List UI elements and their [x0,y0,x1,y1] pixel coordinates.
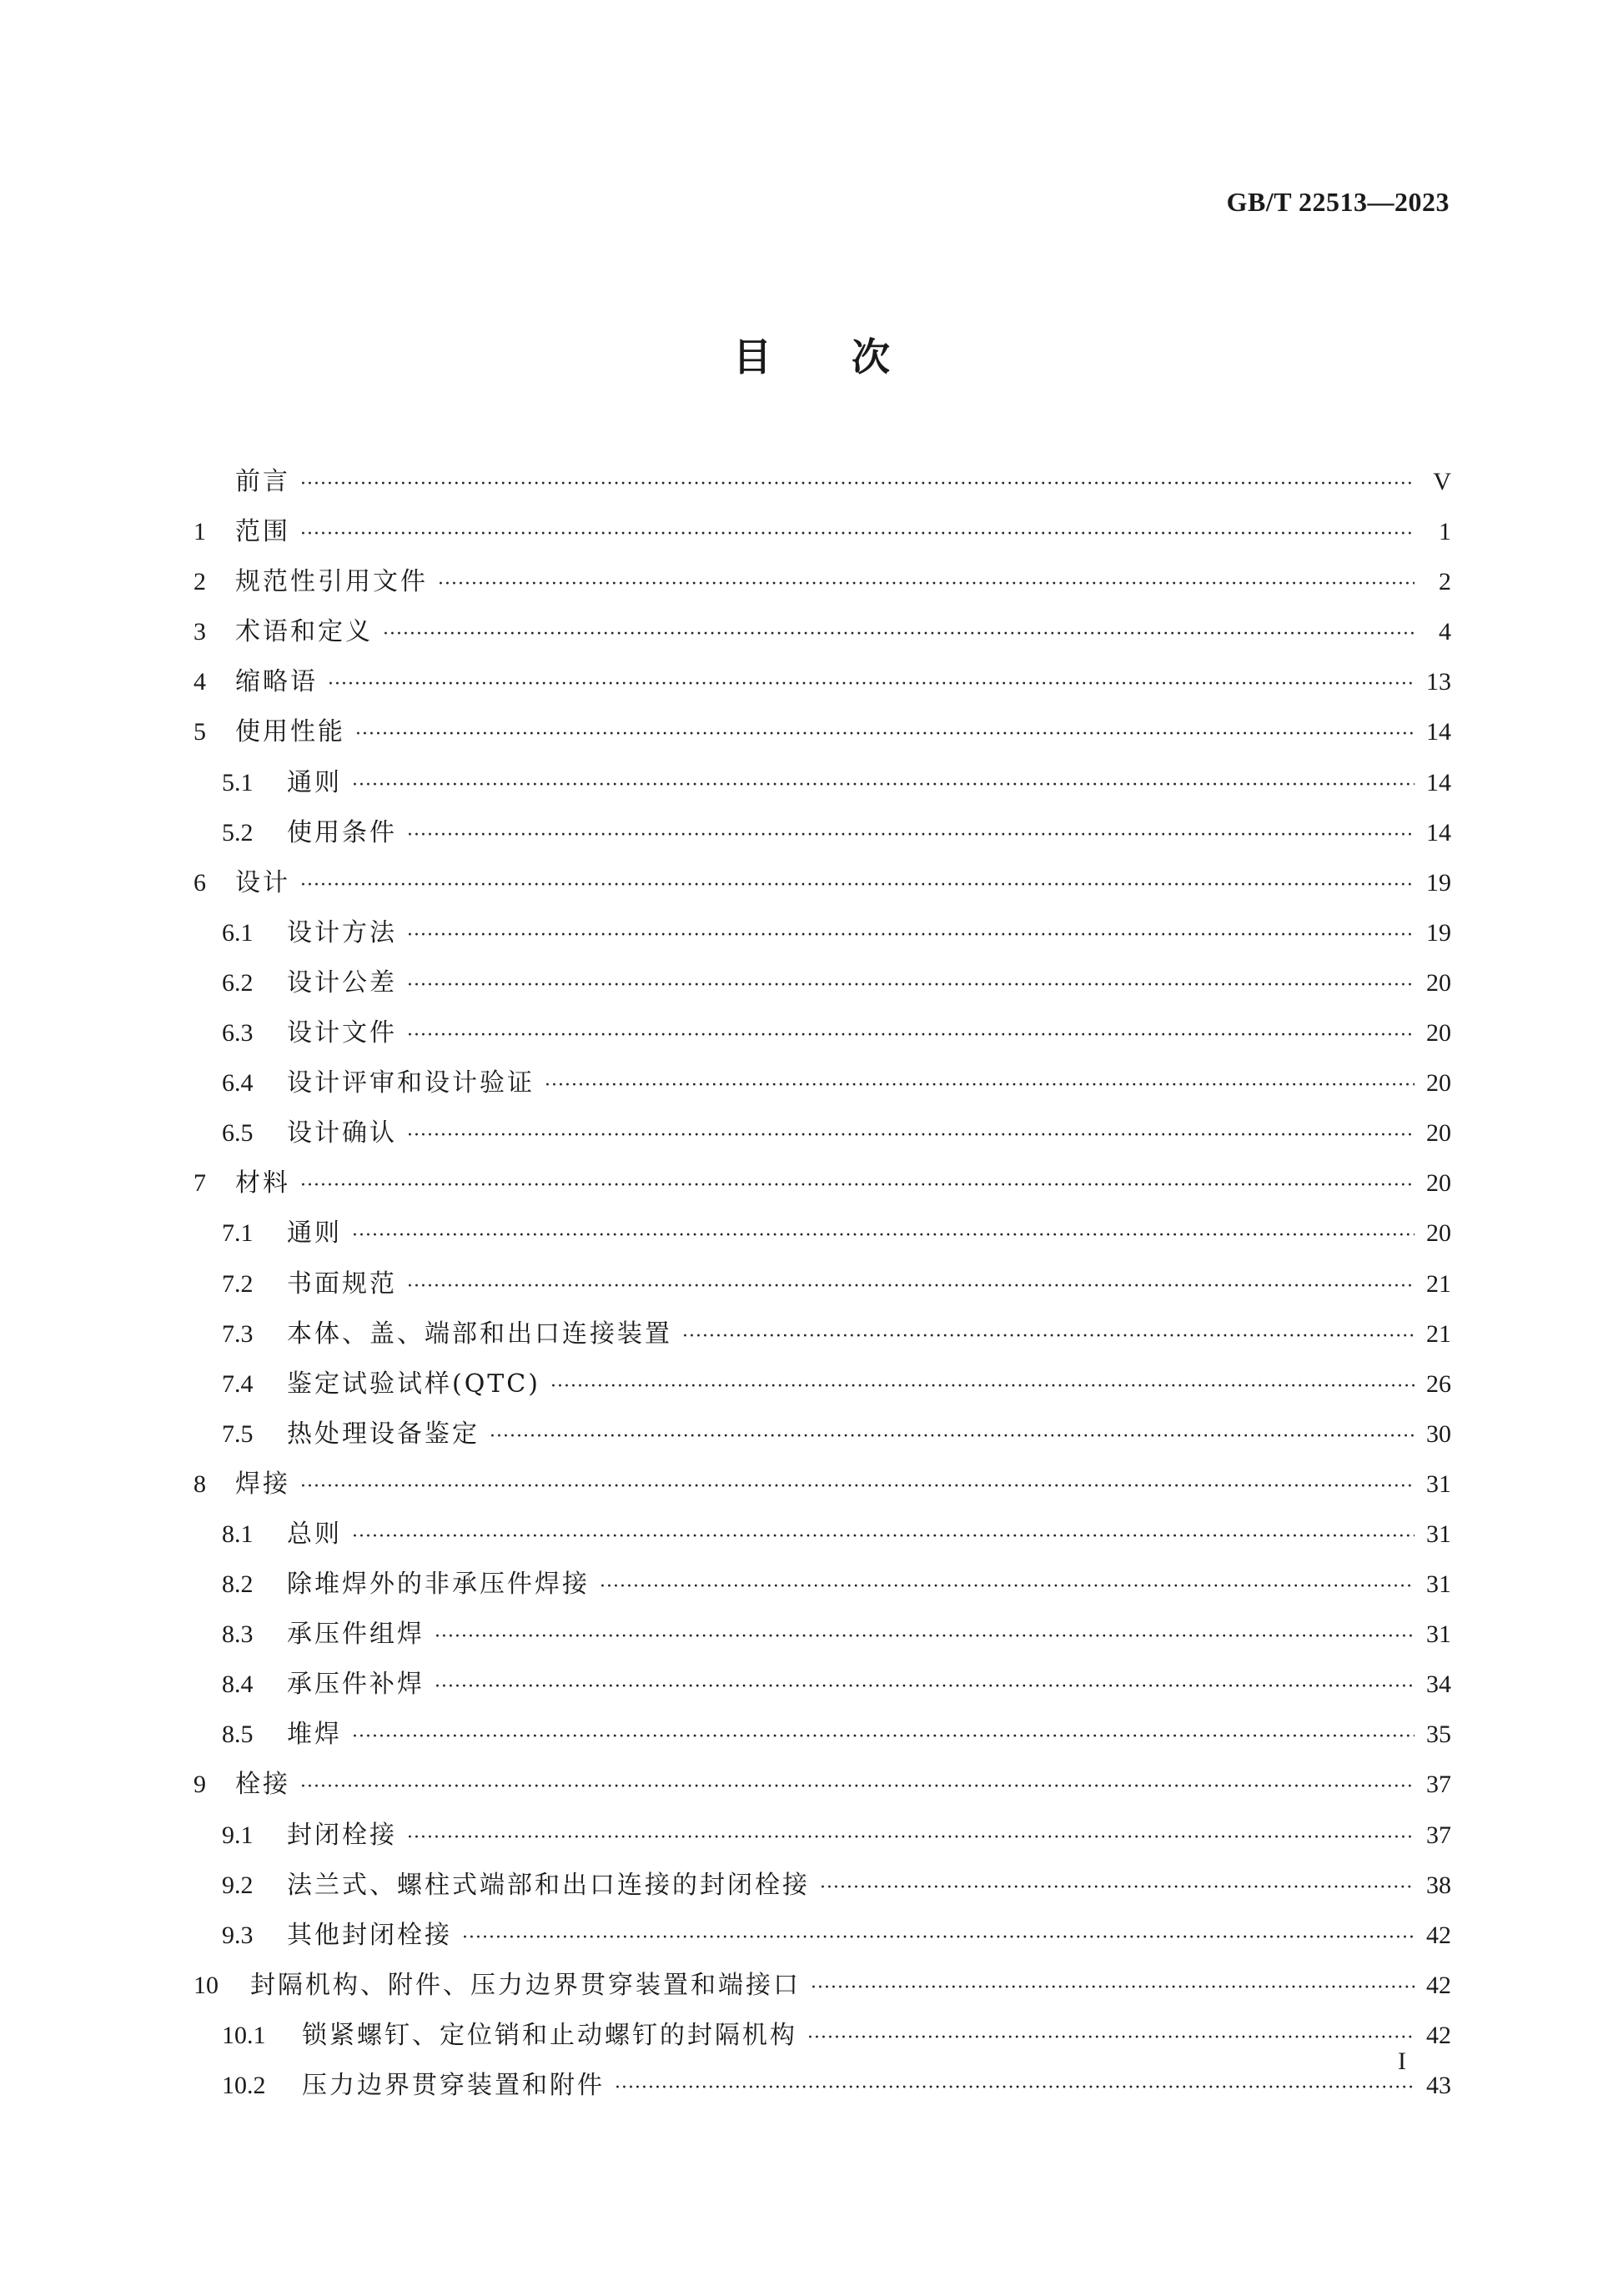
toc-entry-label: 设计公差 [287,967,397,997]
toc-entry[interactable] [193,1811,1451,1861]
toc-entry-label: 鉴定试验试样(QTC) [287,1369,540,1399]
toc-entry-label: 通则 [287,1218,342,1248]
toc-entry-number: 9 [193,1771,206,1799]
toc-entry-page: 31 [1426,1570,1451,1599]
toc-entry-page: 31 [1426,1470,1451,1498]
toc-entry-number: 6.3 [222,1019,254,1048]
toc-entry[interactable] [193,657,1451,707]
toc-entry-number: 6.2 [222,968,254,997]
toc-entry-label: 设计方法 [287,917,397,947]
toc-leader-dots [352,1712,1414,1762]
toc-entry-label: 压力边界贯穿装置和附件 [302,2071,605,2100]
toc-entry[interactable] [193,1560,1451,1610]
toc-entry-label: 使用条件 [287,817,397,847]
toc-entry-number: 6.5 [222,1119,254,1148]
toc-entry-page: 42 [1426,1971,1451,1999]
toc-leader-dots [462,1913,1414,1963]
toc-entry-page: 14 [1426,718,1451,746]
toc-leader-dots [615,2063,1414,2113]
toc-entry[interactable] [193,2011,1451,2061]
toc-entry[interactable] [193,958,1451,1008]
toc-entry[interactable] [193,1459,1451,1510]
page-title: 目次 [733,334,970,379]
toc-entry-label: 设计文件 [287,1018,397,1048]
toc-entry[interactable] [193,1208,1451,1259]
toc-entry-page: 30 [1426,1419,1451,1448]
toc-leader-dots [407,811,1414,861]
toc-leader-dots [352,761,1414,811]
toc-entry-page: 13 [1426,668,1451,696]
toc-entry-label: 通则 [287,767,342,797]
toc-entry-number: 6 [193,868,206,897]
toc-entry-page: 1 [1439,518,1451,546]
toc-entry-label: 栓接 [235,1770,290,1800]
toc-entry-label: 设计 [235,867,290,897]
toc-entry[interactable] [193,707,1451,757]
toc-leader-dots [355,710,1414,760]
toc-entry-number: 4 [193,668,206,696]
toc-leader-dots [383,610,1414,660]
toc-entry-page: 43 [1426,2072,1451,2099]
toc-leader-dots [407,1011,1414,1061]
toc-entry-label: 承压件补焊 [287,1670,425,1700]
toc-entry-number: 7.1 [222,1219,254,1248]
toc-entry-page: 19 [1426,868,1451,897]
toc-entry[interactable] [193,1861,1451,1911]
toc-entry[interactable] [193,908,1451,958]
toc-entry-label: 锁紧螺钉、定位销和止动螺钉的封隔机构 [302,2020,797,2050]
toc-entry-page: 37 [1426,1821,1451,1849]
toc-entry-number: 7.3 [222,1319,254,1348]
toc-entry-number: 6.1 [222,918,254,947]
toc-entry-number: 7.5 [222,1419,254,1448]
toc-entry-label: 使用性能 [235,717,345,747]
toc-entry-label: 总则 [287,1519,342,1549]
toc-leader-dots [820,1863,1414,1913]
toc-entry[interactable] [193,1008,1451,1058]
toc-entry-number: 8.3 [222,1620,254,1649]
toc-entry-label: 设计确认 [287,1118,397,1148]
toc-leader-dots [300,861,1414,911]
toc-entry[interactable] [193,1760,1451,1810]
toc-entry-number: 10 [193,1971,219,1999]
toc-entry-page: 20 [1426,1219,1451,1248]
toc-entry-page: 20 [1426,1119,1451,1148]
toc-entry-number: 9.3 [222,1921,254,1949]
toc-entry-number: 10.2 [222,2072,266,2099]
toc-leader-dots [352,1512,1414,1562]
toc-entry-label: 范围 [235,517,290,547]
toc-entry-page: 35 [1426,1721,1451,1749]
toc-entry-page: 20 [1426,1069,1451,1098]
toc-leader-dots [300,460,1414,510]
toc-entry-label: 规范性引用文件 [235,567,428,597]
toc-entry[interactable] [193,1911,1451,1961]
toc-entry-number: 9.1 [222,1821,254,1849]
toc-leader-dots [328,660,1414,710]
toc-entry-label: 法兰式、螺柱式端部和出口连接的封闭栓接 [287,1870,810,1900]
toc-entry-label: 材料 [235,1168,290,1198]
toc-entry[interactable] [193,1359,1451,1409]
toc-entry-label: 封隔机构、附件、压力边界贯穿装置和端接口 [250,1970,801,2000]
toc-leader-dots [352,1211,1414,1261]
toc-leader-dots [438,560,1414,610]
toc-leader-dots [435,1612,1414,1662]
toc-entry-number: 10.1 [222,2021,266,2049]
toc-entry-page: 31 [1426,1520,1451,1548]
toc-entry[interactable] [193,1058,1451,1108]
toc-leader-dots [490,1412,1414,1462]
toc-entry-page: 37 [1426,1771,1451,1799]
standard-code: GB/T 22513—2023 [1226,187,1450,217]
toc-entry-page: 19 [1426,918,1451,947]
toc-leader-dots [407,911,1414,961]
toc-entry-number: 5.2 [222,818,254,847]
toc-entry-number: 6.4 [222,1069,254,1098]
toc-leader-dots [682,1312,1414,1362]
toc-entry-label: 堆焊 [287,1720,342,1750]
toc-entry[interactable] [193,758,1451,808]
toc-entry[interactable] [193,1510,1451,1560]
toc-entry-label: 前言 [235,467,290,496]
toc-entry-label: 除堆焊外的非承压件焊接 [287,1570,590,1600]
toc-entry-label: 书面规范 [287,1269,397,1299]
toc-entry-page: 4 [1439,618,1451,646]
toc-entry-number: 8.1 [222,1520,254,1548]
toc-entry-page: 14 [1426,768,1451,796]
toc-entry[interactable] [193,1309,1451,1359]
toc-entry[interactable] [193,457,1451,507]
toc-entry-page: 34 [1426,1671,1451,1699]
toc-entry[interactable] [193,557,1451,607]
page-number: I [1398,2047,1406,2075]
toc-entry-page: V [1433,468,1451,495]
toc-entry-label: 其他封闭栓接 [287,1920,452,1950]
toc-entry[interactable] [193,1409,1451,1459]
toc-entry-number: 5 [193,718,206,746]
toc-entry-number: 8 [193,1470,206,1498]
toc-entry-label: 焊接 [235,1469,290,1499]
toc-entry-number: 5.1 [222,768,254,796]
toc-entry[interactable] [193,1610,1451,1660]
toc-entry-number: 8.2 [222,1570,254,1599]
toc-entry-label: 设计评审和设计验证 [287,1068,535,1098]
toc-entry-page: 26 [1426,1369,1451,1398]
toc-leader-dots [407,1262,1414,1312]
toc-entry-number: 2 [193,568,206,596]
toc-entry-page: 20 [1426,1169,1451,1198]
toc-entry-page: 42 [1426,2021,1451,2049]
toc-leader-dots [300,510,1414,560]
toc-entry-page: 31 [1426,1620,1451,1649]
toc-entry[interactable] [193,1961,1451,2011]
toc-entry-page: 20 [1426,968,1451,997]
toc-entry-number: 7.2 [222,1269,254,1298]
toc-entry-number: 1 [193,518,206,546]
toc-entry[interactable] [193,808,1451,858]
toc-entry[interactable] [193,1158,1451,1208]
toc-entry-page: 20 [1426,1019,1451,1048]
toc-entry-number: 7 [193,1169,206,1198]
toc-leader-dots [550,1362,1414,1412]
toc-entry[interactable] [193,858,1451,908]
toc-leader-dots [300,1762,1414,1812]
toc-entry-label: 缩略语 [235,667,318,697]
toc-entry[interactable] [193,1710,1451,1760]
toc-entry[interactable] [193,607,1451,657]
toc-entry-number: 7.4 [222,1369,254,1398]
toc-leader-dots [407,1813,1414,1863]
toc-entry-label: 封闭栓接 [287,1820,397,1850]
toc-entry-label: 承压件组焊 [287,1620,425,1650]
toc-leader-dots [300,1161,1414,1211]
toc-entry[interactable] [193,1660,1451,1710]
toc-entry[interactable] [193,1108,1451,1158]
toc-leader-dots [300,1462,1414,1512]
toc-entry-page: 14 [1426,818,1451,847]
toc-entry-label: 热处理设备鉴定 [287,1419,480,1449]
toc-entry-page: 38 [1426,1871,1451,1899]
toc-entry-page: 21 [1426,1319,1451,1348]
toc-entry-label: 本体、盖、端部和出口连接装置 [287,1319,672,1349]
toc-entry-label: 术语和定义 [235,617,373,647]
toc-entry[interactable] [193,507,1451,557]
toc-leader-dots [435,1662,1414,1712]
toc-leader-dots [407,1111,1414,1161]
toc-leader-dots [600,1562,1414,1612]
toc-entry-number: 9.2 [222,1871,254,1899]
toc-entry[interactable] [193,1259,1451,1309]
toc-leader-dots [807,2013,1414,2063]
toc-entry[interactable] [193,2061,1451,2111]
toc-entry-page: 21 [1426,1269,1451,1298]
toc-leader-dots [407,961,1414,1011]
toc-entry-number: 8.4 [222,1671,254,1699]
toc-leader-dots [545,1061,1414,1111]
table-of-contents [193,457,1451,2111]
toc-entry-number: 8.5 [222,1721,254,1749]
toc-entry-page: 2 [1439,568,1451,596]
toc-leader-dots [811,1963,1414,2013]
toc-entry-page: 42 [1426,1921,1451,1949]
toc-entry-number: 3 [193,618,206,646]
